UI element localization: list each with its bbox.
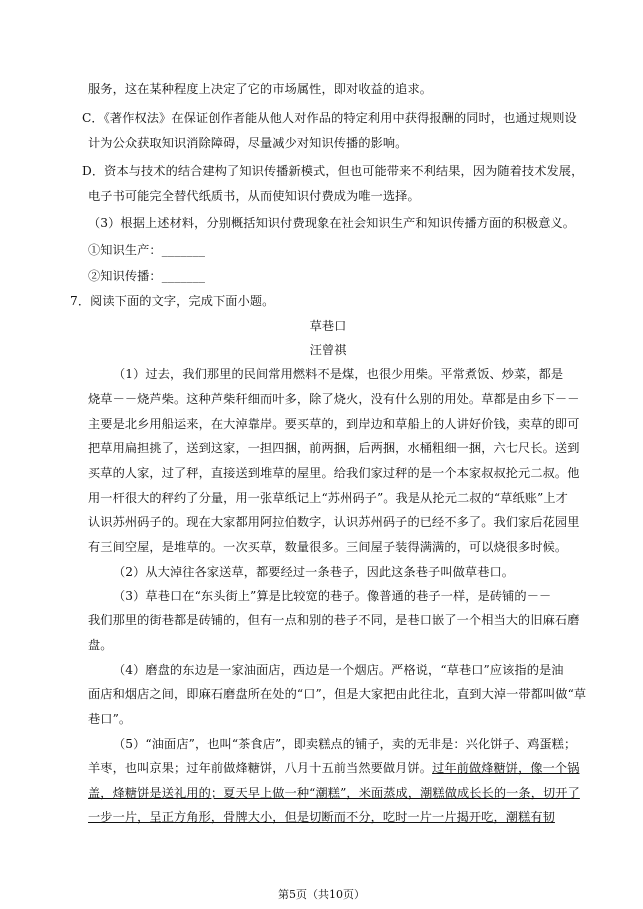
question-3: （3）根据上述材料，分别概括知识付费现象在社会知识生产和知识传播方面的积极意义。 xyxy=(88,216,576,230)
paragraph-4-line: 面店和烟店之间，即麻石磨盘所在处的“口”，但是大家把由此往北，直到大淖一带都叫做“草 xyxy=(88,687,587,701)
text-line: 服务，这在某种程度上决定了它的市场属性，即对收益的追求。 xyxy=(88,82,433,96)
option-d: D．资本与技术的结合建构了知识传播新模式，但也可能带来不利结果，因为随着技术发展， xyxy=(82,164,584,178)
article-title: 草巷口 xyxy=(309,319,347,333)
article-author: 汪曾祺 xyxy=(309,343,347,357)
text-line: 电子书可能完全替代纸质书，从而使知识付费成为唯一选择。 xyxy=(88,189,420,203)
paragraph-1-line: 烧草－－烧芦柴。这种芦柴秆细而叶多，除了烧火，没有什么别的用处。草都是由乡下－－ xyxy=(88,392,580,406)
option-c: C．《著作权法》在保证创作者能从他人对作品的特定利用中获得报酬的同时，也通过规则设 xyxy=(82,111,577,125)
answer-knowledge-dissemination: ②知识传播：_______ xyxy=(88,269,206,283)
paragraph-1-line: （1）过去，我们那里的民间常用燃料不是煤，也很少用柴。平常煮饭、炒菜，都是 xyxy=(113,367,564,381)
paragraph-5-text: 羊枣，也叫京果；过年前做烽糖饼，八月十五前当然要做月饼。 xyxy=(88,761,433,775)
paragraph-4-line: 巷口”。 xyxy=(88,712,132,726)
underlined-text: 盖，烽糖饼是送礼用的；夏天早上做一种“潮糕”，米面蒸成，潮糕做成长长的一条，切开了 xyxy=(88,786,580,800)
paragraph-4-line: （4）磨盘的东边是一家油面店，西边是一个烟店。严格说，“草巷口”应该指的是油 xyxy=(113,663,564,677)
paragraph-1-line: 认识苏州码子的。现在大家都用阿拉伯数字，认识苏州码子的已经不多了。我们家后花园里 xyxy=(88,515,580,529)
text-line: 计为公众获取知识消除障碍，尽量减少对知识传播的影响。 xyxy=(88,136,408,150)
answer-knowledge-production: ①知识生产：_______ xyxy=(88,243,206,257)
paragraph-5-line: （5）“油面店”，也叫“茶食店”，即卖糕点的铺子，卖的无非是：兴化饼子、鸡蛋糕； xyxy=(113,737,577,751)
paragraph-3-line: 盘。 xyxy=(88,638,113,652)
paragraph-1-line: 用一杆很大的秤约了分量，用一张草纸记上“苏州码子”。我是从抡元二叔的“草纸账”上才 xyxy=(88,491,568,505)
paragraph-1-line: 把草用扁担挑了，送到这家，一担四捆，前两捆，后两捆，水桶粗细一捆，六七尺长。送到 xyxy=(88,441,580,455)
page-footer: 第5页（共10页） xyxy=(278,888,365,901)
underlined-text: 过年前做烽糖饼，像一个锅 xyxy=(432,761,580,775)
paragraph-3-line: 我们那里的街巷都是砖铺的，但有一点和别的巷子不同，是巷口嵌了一个相当大的旧麻石磨 xyxy=(88,613,580,627)
paragraph-1-line: 主要是北乡用船运来，在大淖靠岸。要买草的，到岸边和草船上的人讲好价钱，卖草的即可 xyxy=(88,417,580,431)
underlined-text: 一步一片，呈正方角形，骨牌大小，但是切断而不分，吃时一片一片揭开吃，潮糕有韧 xyxy=(88,810,555,824)
paragraph-5-line xyxy=(88,760,580,776)
paragraph-1-line: 有三间空屋，是堆草的。一次买草，数量很多。三间屋子装得满满的，可以烧很多时候。 xyxy=(88,540,568,554)
paragraph-1-line: 买草的人家，过了秤，直接送到堆草的屋里。给我们家过秤的是一个本家叔叔抡元二叔。他 xyxy=(88,466,580,480)
question-7: 7．阅读下面的文字，完成下面小题。 xyxy=(70,294,275,308)
paragraph-3-line: （3）草巷口在“东头街上”算是比较宽的巷子。像普通的巷子一样，是砖铺的－－ xyxy=(113,589,552,603)
paragraph-2: （2）从大淖往各家送草，都要经过一条巷子，因此这条巷子叫做草巷口。 xyxy=(113,565,515,579)
